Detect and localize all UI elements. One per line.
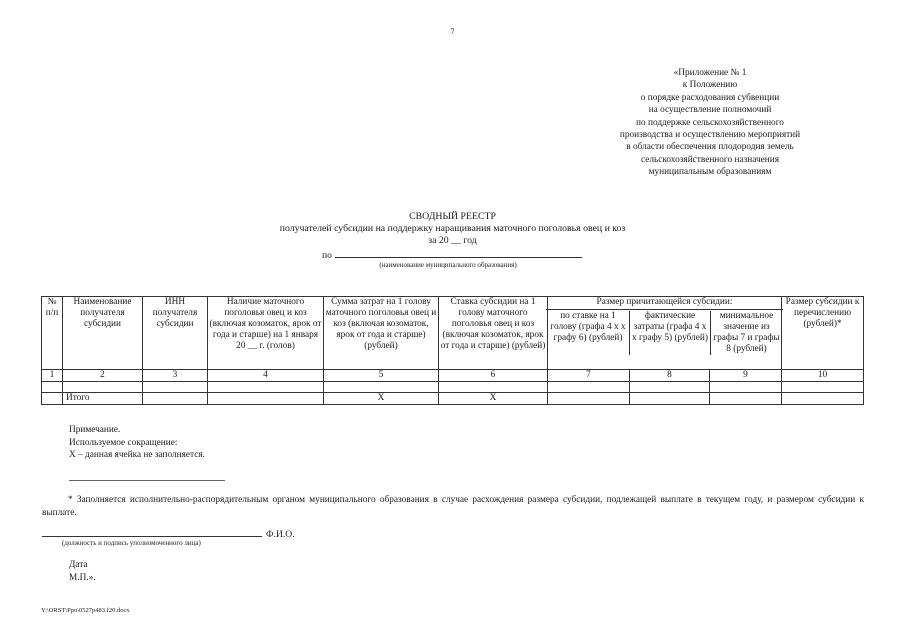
- cell: [548, 393, 630, 405]
- table-row: [42, 382, 864, 393]
- cell: [548, 382, 630, 393]
- cell: [42, 393, 63, 405]
- cell: [143, 382, 208, 393]
- total-x-col6: Х: [439, 393, 548, 405]
- header-col-8: фактические затраты (графа 4 х х графу 5) (рублей): [629, 311, 710, 355]
- cell: [710, 382, 782, 393]
- document-title: [0, 211, 905, 247]
- table-header-row: [42, 297, 864, 370]
- column-numbers-row: [42, 370, 864, 382]
- cell: [710, 393, 782, 405]
- header-col-1: № п/п: [42, 297, 63, 370]
- municipality-blank: [335, 248, 582, 258]
- annex-header: [585, 67, 835, 179]
- col-number: 2: [63, 370, 143, 382]
- signature-blank: [42, 527, 262, 537]
- footnote-separator: [69, 480, 225, 481]
- municipality-caption: (наименование муниципального образования): [379, 261, 517, 269]
- annex-line: к Положению: [682, 80, 738, 91]
- notes: [69, 424, 205, 462]
- col-number: 9: [710, 370, 782, 382]
- col-number: 1: [42, 370, 63, 382]
- cell: [208, 393, 324, 405]
- date-label: Дата: [69, 560, 88, 570]
- annex-line: в области обеспечения плодородия земель: [626, 142, 794, 153]
- header-col-5: Сумма затрат на 1 голову маточного поголовья овец и коз (включая козоматок, ярок от года и старше) (рублей): [324, 297, 439, 370]
- annex-line: о порядке расходования субвенции: [640, 92, 780, 103]
- col-number: 5: [324, 370, 439, 382]
- signature-fio: Ф.И.О.: [266, 529, 295, 540]
- page-number: 7: [450, 27, 455, 36]
- cell: [324, 382, 439, 393]
- footnote: * Заполняется исполнительно-распорядительным органом муниципального образования в случае расхождения размера субсидии, подлежащей выплате в текущем году, и размером субсидии к выплате.: [42, 495, 864, 518]
- total-x-col5: Х: [324, 393, 439, 405]
- annex-line: сельскохозяйственного назначения: [640, 154, 780, 165]
- cell: [782, 393, 864, 405]
- stamp-label: М.П.».: [69, 572, 96, 583]
- municipality-label: по: [322, 250, 332, 261]
- note-title: Примечание.: [69, 425, 121, 435]
- header-col-9: минимальное значение из графы 7 и графы 8 (рублей): [710, 311, 782, 355]
- header-group-subsidy: [548, 297, 782, 370]
- col-number: 10: [782, 370, 864, 382]
- header-col-4: Наличие маточного поголовья овец и коз (включая козоматок, ярок от года и старше) на 1 января 20 __ г. (голов): [208, 297, 324, 370]
- header-col-2: Наименование получателя субсидии: [63, 297, 143, 370]
- annex-line: по поддержке сельскохозяйственного: [636, 117, 784, 128]
- annex-line: на осуществление полномочий: [648, 105, 772, 116]
- title-year: за 20 __ год: [428, 235, 477, 246]
- cell: [439, 382, 548, 393]
- annex-line: «Приложение № 1: [673, 68, 747, 78]
- annex-line: производства и осуществлению мероприятий: [619, 130, 801, 141]
- note-abbrev: Х – данная ячейка не заполняется.: [69, 450, 205, 461]
- cell: [630, 382, 710, 393]
- cell: [630, 393, 710, 405]
- signature-caption: (должность и подпись уполномоченного лица): [62, 539, 201, 547]
- cell: [782, 382, 864, 393]
- registry-table: [41, 296, 864, 405]
- municipality-field: [322, 248, 582, 261]
- cell: [143, 393, 208, 405]
- total-label: Итого: [63, 393, 143, 405]
- col-number: 4: [208, 370, 324, 382]
- total-row: [42, 393, 864, 405]
- file-path: Y:\ORST\Ppo\0527p483.f20.docx: [41, 607, 130, 614]
- annex-line: муниципальным образованиям: [648, 167, 772, 178]
- col-number: 8: [630, 370, 710, 382]
- cell: [42, 382, 63, 393]
- header-col-10: Размер субсидии к перечислению (рублей)*: [782, 297, 864, 370]
- cell: [208, 382, 324, 393]
- header-col-7: по ставке на 1 голову (графа 4 х х графу 6) (рублей): [550, 311, 626, 343]
- col-number: 7: [548, 370, 630, 382]
- date-block: [69, 559, 96, 584]
- cell: [63, 382, 143, 393]
- note-abbrev-title: Используемое сокращение:: [69, 437, 178, 448]
- col-number: 3: [143, 370, 208, 382]
- header-group-title: Размер причитающейся субсидии:: [546, 296, 783, 310]
- title-main: СВОДНЫЙ РЕЕСТР: [409, 211, 496, 222]
- header-col-3: ИНН получателя субсидии: [143, 297, 208, 370]
- header-col-6: Ставка субсидии на 1 голову маточного поголовья овец и коз (включая козоматок, ярок от года и старше) (рублей): [439, 297, 548, 370]
- title-subtitle: получателей субсидии на поддержку наращивания маточного поголовья овец и коз: [279, 223, 626, 234]
- col-number: 6: [439, 370, 548, 382]
